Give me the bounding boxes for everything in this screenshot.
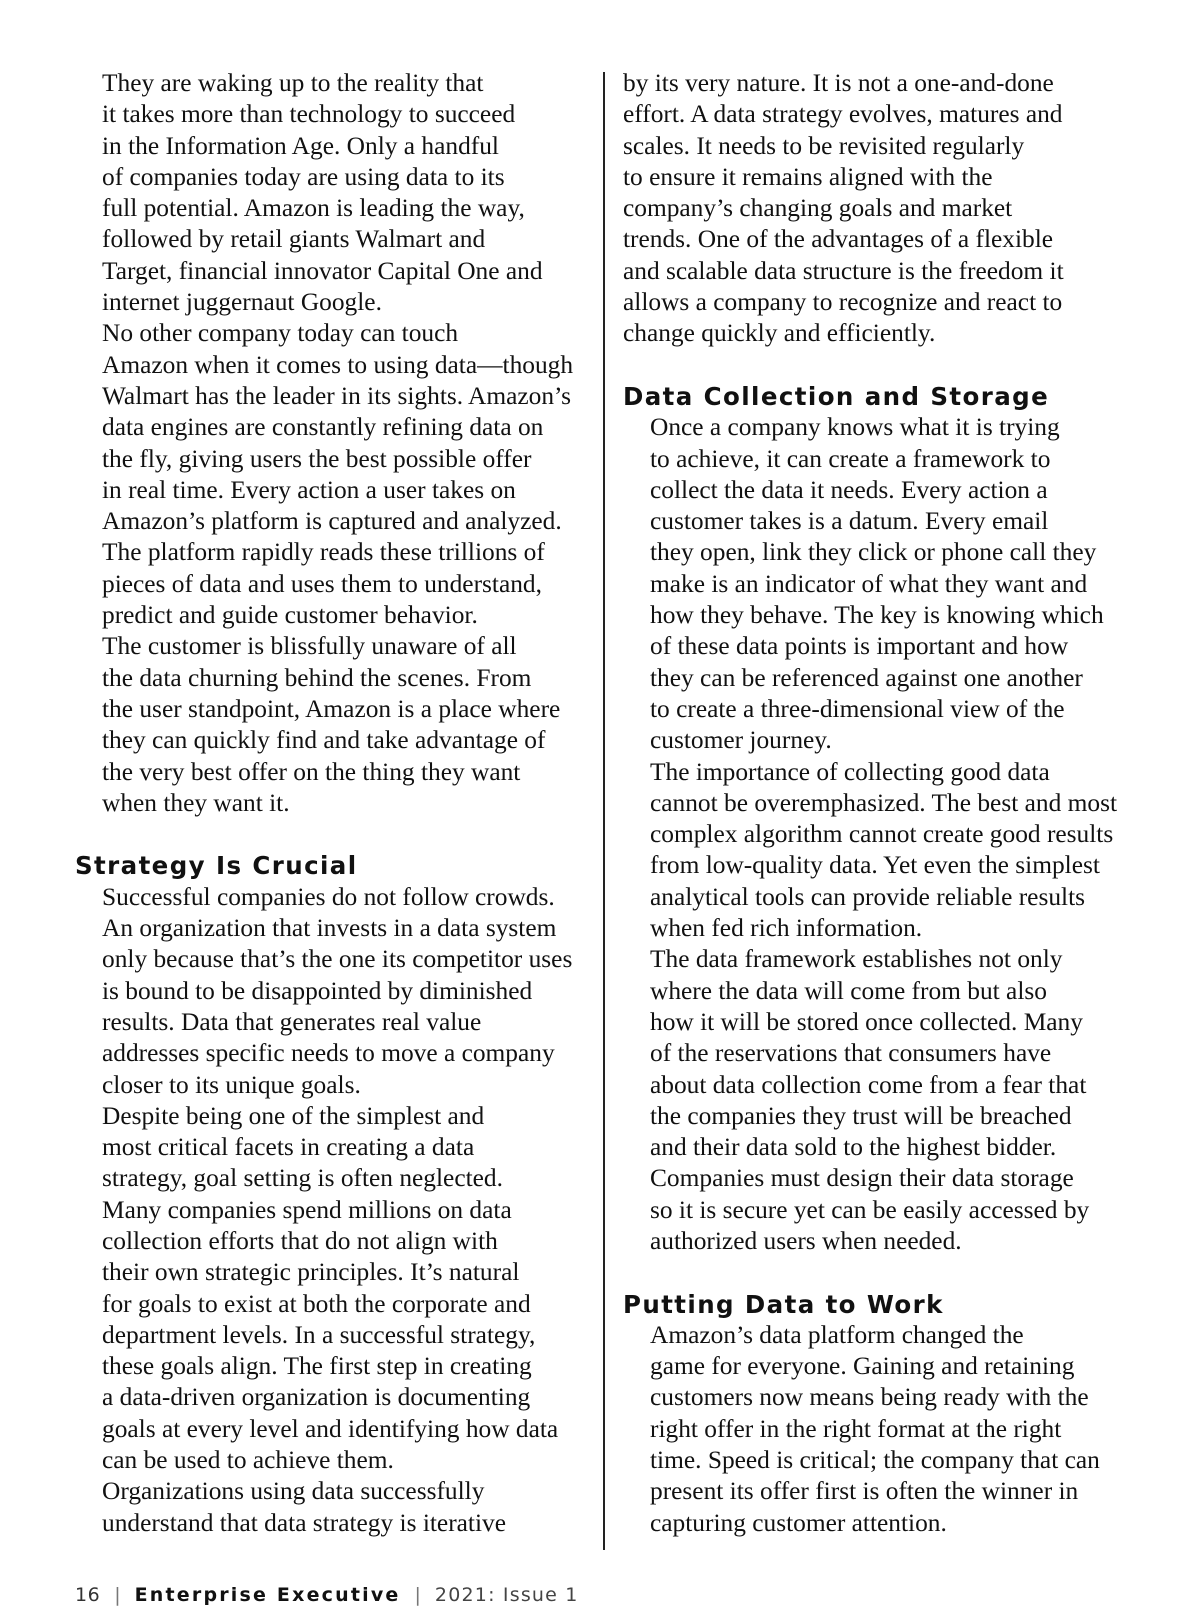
text-line: The data framework establishes not only bbox=[650, 945, 1063, 974]
text-line: when fed rich information. bbox=[650, 914, 923, 943]
text-line: by its very nature. It is not a one-and-done bbox=[623, 69, 1054, 97]
text-line: addresses specific needs to move a company bbox=[102, 1039, 555, 1068]
left-column bbox=[75, 68, 580, 1539]
page-footer bbox=[75, 1582, 579, 1608]
text-line: cannot be overemphasized. The best and most bbox=[650, 788, 1117, 817]
text-line: game for everyone. Gaining and retaining bbox=[650, 1352, 1075, 1381]
text-line: data engines are constantly refining data on bbox=[102, 413, 544, 442]
text-line: Despite being one of the simplest and bbox=[102, 1101, 485, 1130]
text-line: strategy, goal setting is often neglected. bbox=[102, 1164, 503, 1193]
text-line: they can be referenced against one another bbox=[650, 663, 1083, 692]
paragraph bbox=[623, 757, 1133, 945]
text-line: internet juggernaut Google. bbox=[102, 288, 382, 317]
section-spacer bbox=[623, 1257, 1133, 1288]
paragraph bbox=[75, 882, 580, 1101]
right-column bbox=[623, 68, 1133, 1539]
text-line: of the reservations that consumers have bbox=[650, 1039, 1052, 1068]
paragraph bbox=[623, 1320, 1133, 1539]
text-line: the companies they trust will be breached bbox=[650, 1101, 1072, 1130]
text-line: present its offer first is often the winner in bbox=[650, 1477, 1079, 1506]
text-line: Target, financial innovator Capital One and bbox=[102, 256, 543, 285]
paragraph bbox=[75, 631, 580, 819]
text-line: make is an indicator of what they want and bbox=[650, 569, 1088, 598]
text-line: these goals align. The first step in creating bbox=[102, 1352, 532, 1381]
text-line: An organization that invests in a data system bbox=[102, 914, 557, 943]
text-line: it takes more than technology to succeed bbox=[102, 100, 516, 129]
text-line: a data-driven organization is documenting bbox=[102, 1383, 531, 1412]
text-line: of these data points is important and how bbox=[650, 632, 1069, 661]
paragraph bbox=[623, 412, 1133, 756]
text-line: to create a three-dimensional view of the bbox=[650, 694, 1065, 723]
text-line: collection efforts that do not align with bbox=[102, 1226, 498, 1255]
section-heading-data-collection: Data Collection and Storage bbox=[623, 381, 1050, 411]
text-line: goals at every level and identifying how data bbox=[102, 1414, 559, 1443]
text-line: allows a company to recognize and react to bbox=[623, 288, 1063, 317]
text-line: The customer is blissfully unaware of all bbox=[102, 632, 517, 661]
text-line: The platform rapidly reads these trillions of bbox=[102, 538, 545, 567]
text-line: Companies must design their data storage bbox=[650, 1164, 1074, 1193]
paragraph bbox=[75, 68, 580, 318]
text-line: complex algorithm cannot create good results bbox=[650, 820, 1114, 849]
text-line: so it is secure yet can be easily accessed by bbox=[650, 1195, 1090, 1224]
text-line: department levels. In a successful strategy, bbox=[102, 1320, 536, 1349]
text-line: Once a company knows what it is trying bbox=[650, 413, 1060, 442]
section-heading-putting-data-to-work: Putting Data to Work bbox=[623, 1289, 944, 1319]
text-line: followed by retail giants Walmart and bbox=[102, 225, 486, 254]
text-line: in real time. Every action a user takes on bbox=[102, 475, 516, 504]
text-line: is bound to be disappointed by diminished bbox=[102, 976, 533, 1005]
page-number: 16 bbox=[75, 1584, 101, 1606]
paragraph bbox=[75, 1101, 580, 1477]
text-line: when they want it. bbox=[102, 788, 290, 817]
text-line: customers now means being ready with the bbox=[650, 1383, 1089, 1412]
text-line: can be used to achieve them. bbox=[102, 1446, 394, 1475]
text-line: closer to its unique goals. bbox=[102, 1070, 361, 1099]
text-line: and their data sold to the highest bidder. bbox=[650, 1133, 1057, 1162]
text-line: only because that’s the one its competitor uses bbox=[102, 945, 573, 974]
text-line: and scalable data structure is the freedom it bbox=[623, 256, 1064, 285]
text-line: scales. It needs to be revisited regularly bbox=[623, 131, 1025, 160]
text-line: understand that data strategy is iterative bbox=[102, 1508, 506, 1537]
paragraph bbox=[623, 944, 1133, 1257]
text-line: most critical facets in creating a data bbox=[102, 1133, 475, 1162]
text-line: their own strategic principles. It’s natural bbox=[102, 1258, 520, 1287]
text-line: pieces of data and uses them to understand, bbox=[102, 569, 542, 598]
text-line: of companies today are using data to its bbox=[102, 162, 505, 191]
text-line: to achieve, it can create a framework to bbox=[650, 444, 1051, 473]
footer-separator: | bbox=[414, 1584, 421, 1606]
text-line: Walmart has the leader in its sights. Amazon’s bbox=[102, 381, 571, 410]
text-line: they open, link they click or phone call they bbox=[650, 538, 1097, 567]
text-line: Amazon’s data platform changed the bbox=[650, 1320, 1024, 1349]
text-line: customer journey. bbox=[650, 726, 832, 755]
section-heading-strategy: Strategy Is Crucial bbox=[75, 851, 358, 881]
text-line: Amazon’s platform is captured and analyzed. bbox=[102, 507, 562, 536]
text-line: predict and guide customer behavior. bbox=[102, 601, 478, 630]
section-spacer bbox=[623, 350, 1133, 381]
text-line: results. Data that generates real value bbox=[102, 1007, 482, 1036]
text-line: how they behave. The key is knowing which bbox=[650, 601, 1104, 630]
text-line: Amazon when it comes to using data—though bbox=[102, 350, 574, 379]
text-line: to ensure it remains aligned with the bbox=[623, 162, 993, 191]
text-line: capturing customer attention. bbox=[650, 1508, 947, 1537]
paragraph bbox=[75, 318, 580, 631]
text-line: time. Speed is critical; the company that can bbox=[650, 1446, 1100, 1475]
text-line: customer takes is a datum. Every email bbox=[650, 507, 1049, 536]
text-line: from low-quality data. Yet even the simplest bbox=[650, 851, 1100, 880]
text-line: No other company today can touch bbox=[102, 319, 459, 348]
section-spacer bbox=[75, 819, 580, 850]
text-line: Successful companies do not follow crowds. bbox=[102, 882, 555, 911]
text-line: how it will be stored once collected. Many bbox=[650, 1007, 1083, 1036]
paragraph bbox=[75, 1476, 580, 1539]
text-line: change quickly and efficiently. bbox=[623, 319, 936, 348]
text-line: in the Information Age. Only a handful bbox=[102, 131, 499, 160]
text-line: effort. A data strategy evolves, matures and bbox=[623, 100, 1063, 129]
publication-name: Enterprise Executive bbox=[134, 1584, 401, 1606]
text-line: the data churning behind the scenes. From bbox=[102, 663, 532, 692]
footer-separator: | bbox=[114, 1584, 121, 1606]
text-line: where the data will come from but also bbox=[650, 976, 1047, 1005]
text-line: collect the data it needs. Every action a bbox=[650, 475, 1048, 504]
text-line: Many companies spend millions on data bbox=[102, 1195, 512, 1224]
text-line: authorized users when needed. bbox=[650, 1226, 962, 1255]
column-divider bbox=[603, 72, 605, 1550]
text-line: they can quickly find and take advantage of bbox=[102, 726, 546, 755]
text-line: the fly, giving users the best possible offer bbox=[102, 444, 532, 473]
text-line: The importance of collecting good data bbox=[650, 757, 1050, 786]
text-line: about data collection come from a fear that bbox=[650, 1070, 1087, 1099]
text-line: trends. One of the advantages of a flexible bbox=[623, 225, 1054, 254]
text-line: full potential. Amazon is leading the way, bbox=[102, 194, 525, 223]
issue-label: 2021: Issue 1 bbox=[434, 1584, 579, 1606]
text-line: Organizations using data successfully bbox=[102, 1477, 485, 1506]
paragraph-continued bbox=[623, 68, 1133, 350]
text-line: analytical tools can provide reliable results bbox=[650, 882, 1086, 911]
text-line: right offer in the right format at the right bbox=[650, 1414, 1062, 1443]
text-line: the user standpoint, Amazon is a place where bbox=[102, 694, 561, 723]
text-line: the very best offer on the thing they want bbox=[102, 757, 521, 786]
text-line: for goals to exist at both the corporate and bbox=[102, 1289, 531, 1318]
text-line: company’s changing goals and market bbox=[623, 194, 1013, 223]
text-line: They are waking up to the reality that bbox=[102, 69, 484, 97]
